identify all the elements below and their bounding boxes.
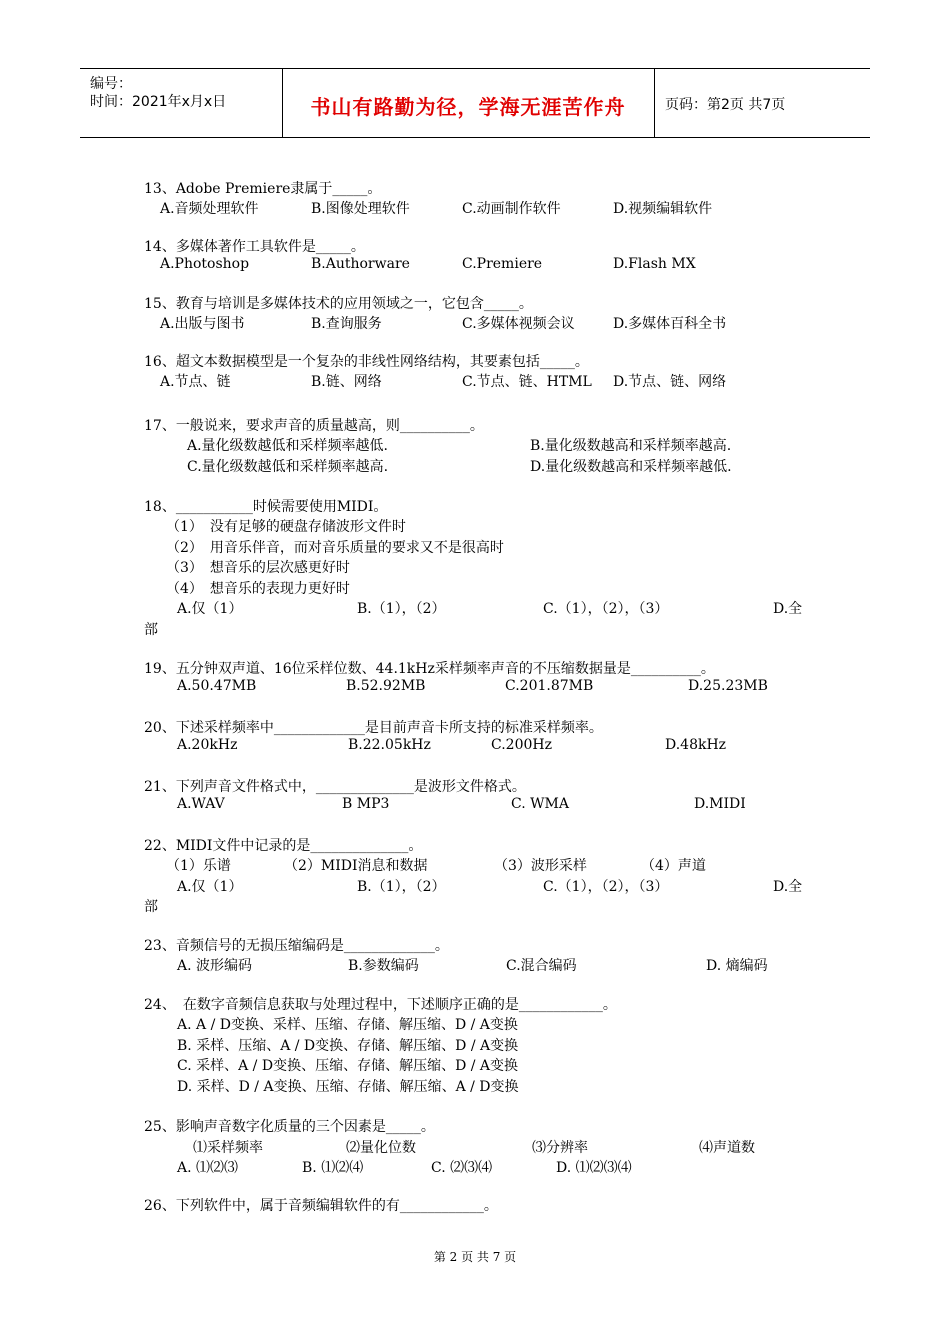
header-meta-cell: [80, 69, 283, 137]
question-24-option-c: C. 采样、A / D变换、压缩、存储、解压缩、D / A变换: [177, 1058, 519, 1074]
question-22-sub-2: （2）MIDI消息和数据: [284, 858, 428, 874]
question-23-option-b: B.参数编码: [348, 958, 419, 974]
question-15-option-b: B.查询服务: [311, 316, 382, 332]
question-14-option-c: C.Premiere: [462, 256, 543, 272]
question-14-option-a: A.Photoshop: [160, 256, 250, 272]
page-footer: 第 2 页 共 7 页: [433, 1250, 517, 1264]
question-23-stem: 23、音频信号的无损压缩编码是_____________。: [144, 938, 449, 954]
question-21-option-d: D.MIDI: [694, 796, 746, 812]
question-20-option-c: C.200Hz: [491, 737, 552, 753]
question-21-stem: 21、下列声音文件格式中，______________是波形文件格式。: [144, 779, 526, 795]
question-25-sub-1: ⑴采样频率: [193, 1140, 263, 1156]
question-18-option-d: D.全: [773, 601, 803, 617]
question-25-sub-3: ⑶分辨率: [532, 1140, 588, 1156]
question-18-sub-3: （3） 想音乐的层次感更好时: [166, 560, 350, 576]
question-26-stem: 26、下列软件中，属于音频编辑软件的有____________。: [144, 1198, 498, 1214]
question-13-option-a: A.音频处理软件: [160, 201, 259, 217]
question-22-option-a: A.仅（1）: [177, 879, 243, 895]
header-motto-cell: [282, 69, 655, 137]
question-18-option-a: A.仅（1）: [177, 601, 243, 617]
question-24-option-b: B. 采样、压缩、A / D变换、存储、解压缩、D / A变换: [177, 1038, 519, 1054]
question-14-option-b: B.Authorware: [311, 256, 410, 272]
question-22-option-c: C.（1），（2），（3）: [543, 879, 669, 895]
question-25-option-b: B. ⑴⑵⑷: [302, 1160, 364, 1176]
question-24-stem: 24、 在数字音频信息获取与处理过程中，下述顺序正确的是____________。: [144, 997, 617, 1013]
question-16-option-c: C.节点、链、HTML: [462, 374, 592, 390]
question-21-option-a: A.WAV: [177, 796, 225, 812]
question-16-option-b: B.链、网络: [311, 374, 382, 390]
question-18-option-c: C.（1），（2），（3）: [543, 601, 669, 617]
question-16-option-a: A.节点、链: [160, 374, 231, 390]
question-17-option-a: A.量化级数越低和采样频率越低.: [187, 438, 389, 454]
question-25-option-d: D. ⑴⑵⑶⑷: [556, 1160, 632, 1176]
question-17-stem: 17、一般说来，要求声音的质量越高，则__________。: [144, 418, 484, 434]
question-13-option-d: D.视频编辑软件: [613, 201, 713, 217]
question-20-stem: 20、下述采样频率中_____________是目前声音卡所支持的标准采样频率。: [144, 720, 603, 736]
question-15-option-c: C.多媒体视频会议: [462, 316, 575, 332]
header-page-cell: [655, 69, 870, 137]
page-label: 页码：第2页 共7页: [665, 97, 786, 113]
question-14-option-d: D.Flash MX: [613, 256, 696, 272]
date-label: 时间：2021年x月x日: [90, 94, 227, 110]
question-22-option-d: D.全: [773, 879, 803, 895]
question-16-option-d: D.节点、链、网络: [613, 374, 727, 390]
question-19-option-a: A.50.47MB: [177, 678, 257, 694]
question-25-sub-4: ⑷声道数: [699, 1140, 755, 1156]
question-22-option-b: B.（1），（2）: [357, 879, 446, 895]
question-19-stem: 19、五分钟双声道、16位采样位数、44.1kHz采样频率声音的不压缩数据量是__________。: [144, 661, 715, 677]
question-13-stem: 13、Adobe Premiere隶属于_____。: [144, 181, 382, 197]
question-21-option-c: C. WMA: [511, 796, 569, 812]
question-19-option-c: C.201.87MB: [505, 678, 594, 694]
question-18-stem: 18、___________时候需要使用MIDI。: [144, 499, 388, 515]
question-15-option-a: A.出版与图书: [160, 316, 245, 332]
question-20-option-b: B.22.05kHz: [348, 737, 431, 753]
question-19-option-b: B.52.92MB: [346, 678, 426, 694]
question-18-sub-2: （2） 用音乐伴音，而对音乐质量的要求又不是很高时: [166, 540, 504, 556]
question-20-option-a: A.20kHz: [177, 737, 238, 753]
question-18-wrap: 部: [144, 622, 158, 638]
question-15-option-d: D.多媒体百科全书: [613, 316, 727, 332]
question-20-option-d: D.48kHz: [665, 737, 727, 753]
question-17-option-b: B.量化级数越高和采样频率越高.: [530, 438, 732, 454]
question-22-sub-3: （3）波形采样: [494, 858, 587, 874]
question-14-stem: 14、多媒体著作工具软件是_____。: [144, 239, 365, 255]
question-25-sub-2: ⑵量化位数: [346, 1140, 416, 1156]
question-18-option-b: B.（1），（2）: [357, 601, 446, 617]
question-25-option-c: C. ⑵⑶⑷: [431, 1160, 493, 1176]
code-label: 编号：: [90, 76, 132, 92]
question-19-option-d: D.25.23MB: [688, 678, 768, 694]
question-22-sub-4: （4）声道: [641, 858, 706, 874]
question-23-option-a: A. 波形编码: [177, 958, 253, 974]
question-23-option-d: D. 熵编码: [706, 958, 768, 974]
question-22-wrap: 部: [144, 899, 158, 915]
question-16-stem: 16、超文本数据模型是一个复杂的非线性网络结构，其要素包括_____。: [144, 354, 589, 370]
question-17-option-c: C.量化级数越低和采样频率越高.: [187, 459, 389, 475]
question-18-sub-4: （4） 想音乐的表现力更好时: [166, 581, 350, 597]
question-22-sub-1: （1）乐谱: [166, 858, 231, 874]
question-23-option-c: C.混合编码: [506, 958, 577, 974]
question-25-option-a: A. ⑴⑵⑶: [177, 1160, 239, 1176]
question-13-option-b: B.图像处理软件: [311, 201, 410, 217]
question-22-stem: 22、MIDI文件中记录的是______________。: [144, 838, 423, 854]
question-24-option-a: A. A / D变换、采样、压缩、存储、解压缩、D / A变换: [177, 1017, 518, 1033]
question-25-stem: 25、影响声音数字化质量的三个因素是_____。: [144, 1119, 435, 1135]
question-24-option-d: D. 采样、D / A变换、压缩、存储、解压缩、A / D变换: [177, 1079, 519, 1095]
question-18-sub-1: （1） 没有足够的硬盘存储波形文件时: [166, 519, 406, 535]
question-15-stem: 15、教育与培训是多媒体技术的应用领域之一，它包含_____。: [144, 296, 533, 312]
page-header: [80, 68, 870, 138]
question-21-option-b: B MP3: [342, 796, 390, 812]
question-13-option-c: C.动画制作软件: [462, 201, 561, 217]
motto: 书山有路勤为径，学海无涯苦作舟: [310, 95, 626, 119]
question-17-option-d: D.量化级数越高和采样频率越低.: [530, 459, 732, 475]
